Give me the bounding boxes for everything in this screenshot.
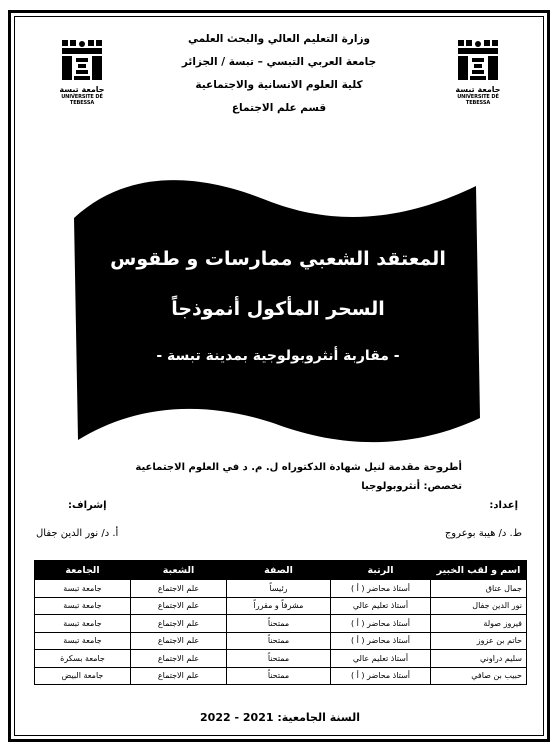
specialty-line [100, 477, 462, 496]
table-row [35, 597, 527, 615]
university-line: جامعة العربي التبسي – تبسة / الجزائر [181, 56, 377, 68]
cell-university: جامعة البيض [35, 667, 131, 685]
cell-role: رئيساً [227, 580, 331, 598]
cell-university: جامعة بسكرة [35, 650, 131, 668]
cell-rank: أستاذ محاضر ( أ ) [331, 615, 431, 633]
cell-role: مشرفاً و مقرراً [227, 597, 331, 615]
jury-table [34, 560, 527, 685]
university-logo-left [52, 36, 112, 106]
table-row [35, 632, 527, 650]
thesis-description: أطروحة مقدمة لنيل شهادة الدكتوراه ل. م. د في العلوم الاجتماعية [135, 462, 462, 473]
cell-expert-name: سليم دراوني [431, 650, 527, 668]
header-university: الجامعة [35, 561, 131, 580]
academic-year: السنة الجامعية: 2021 - 2022 [200, 711, 360, 724]
cell-role: ممتحناً [227, 650, 331, 668]
supervisor-name: أ. د/ نور الدين جفال [36, 528, 119, 539]
cell-rank: أستاذ تعليم عالي [331, 650, 431, 668]
cell-branch: علم الاجتماع [131, 650, 227, 668]
cell-branch: علم الاجتماع [131, 580, 227, 598]
thesis-title-line-1: المعتقد الشعبي ممارسات و طقوس [110, 248, 446, 270]
student-name: ط. د/ هيبة بوعروج [444, 528, 522, 539]
institution-header [130, 28, 428, 120]
jury-table-header-row [35, 561, 527, 580]
header-branch: الشعبة [131, 561, 227, 580]
table-row [35, 650, 527, 668]
table-row [35, 615, 527, 633]
thesis-description-block [100, 458, 462, 496]
cell-role: ممتحناً [227, 632, 331, 650]
cell-university: جامعة تبسة [35, 597, 131, 615]
prepared-by-label: إعداد: [489, 500, 518, 511]
cell-rank: أستاذ تعليم عالي [331, 597, 431, 615]
table-row [35, 580, 527, 598]
table-row [35, 667, 527, 685]
cell-rank: أستاذ محاضر ( أ ) [331, 580, 431, 598]
ministry-line: وزارة التعليم العالي والبحث العلمي [187, 33, 371, 45]
cell-branch: علم الاجتماع [131, 632, 227, 650]
cell-university: جامعة تبسة [35, 580, 131, 598]
thesis-subtitle: - مقاربة أنثروبولوجية بمدينة تبسة - [156, 348, 400, 364]
logo-caption-arabic: جامعة تبسة [455, 85, 501, 94]
cell-expert-name: حبيب بن صافي [431, 667, 527, 685]
cell-role: ممتحناً [227, 667, 331, 685]
cell-expert-name: فيروز صولة [431, 615, 527, 633]
header-role: الصفة [227, 561, 331, 580]
logo-caption-french: UNIVERSITE DE TEBESSA [61, 94, 103, 106]
university-emblem-icon [456, 36, 500, 84]
cell-rank: أستاذ محاضر ( أ ) [331, 632, 431, 650]
university-emblem-icon [60, 36, 104, 84]
thesis-title-line-2: السحر المأكول أنموذجاً [171, 298, 385, 320]
faculty-line: كلية العلوم الانسانية والاجتماعية [195, 79, 363, 91]
header-expert-name: اسم و لقب الخبير [431, 561, 527, 580]
cell-branch: علم الاجتماع [131, 667, 227, 685]
cell-university: جامعة تبسة [35, 632, 131, 650]
cell-role: ممتحناً [227, 615, 331, 633]
title-banner [66, 178, 490, 450]
cell-rank: أستاذ محاضر ( أ ) [331, 667, 431, 685]
specialty-value: أنثروبولوجيا [361, 481, 421, 492]
department-line: قسم علم الاجتماع [231, 102, 327, 114]
logo-caption-french: UNIVERSITE DE TEBESSA [457, 94, 499, 106]
specialty-label: تخصص: [423, 481, 462, 492]
university-logo-right [448, 36, 508, 106]
cell-university: جامعة تبسة [35, 615, 131, 633]
cell-expert-name: نور الدين جفال [431, 597, 527, 615]
cell-expert-name: حاتم بن عزوز [431, 632, 527, 650]
supervised-by-label: إشراف: [68, 500, 107, 511]
cell-branch: علم الاجتماع [131, 597, 227, 615]
logo-caption-arabic: جامعة تبسة [59, 85, 105, 94]
header-rank: الرتبة [331, 561, 431, 580]
cell-expert-name: جمال عتاق [431, 580, 527, 598]
cell-branch: علم الاجتماع [131, 615, 227, 633]
